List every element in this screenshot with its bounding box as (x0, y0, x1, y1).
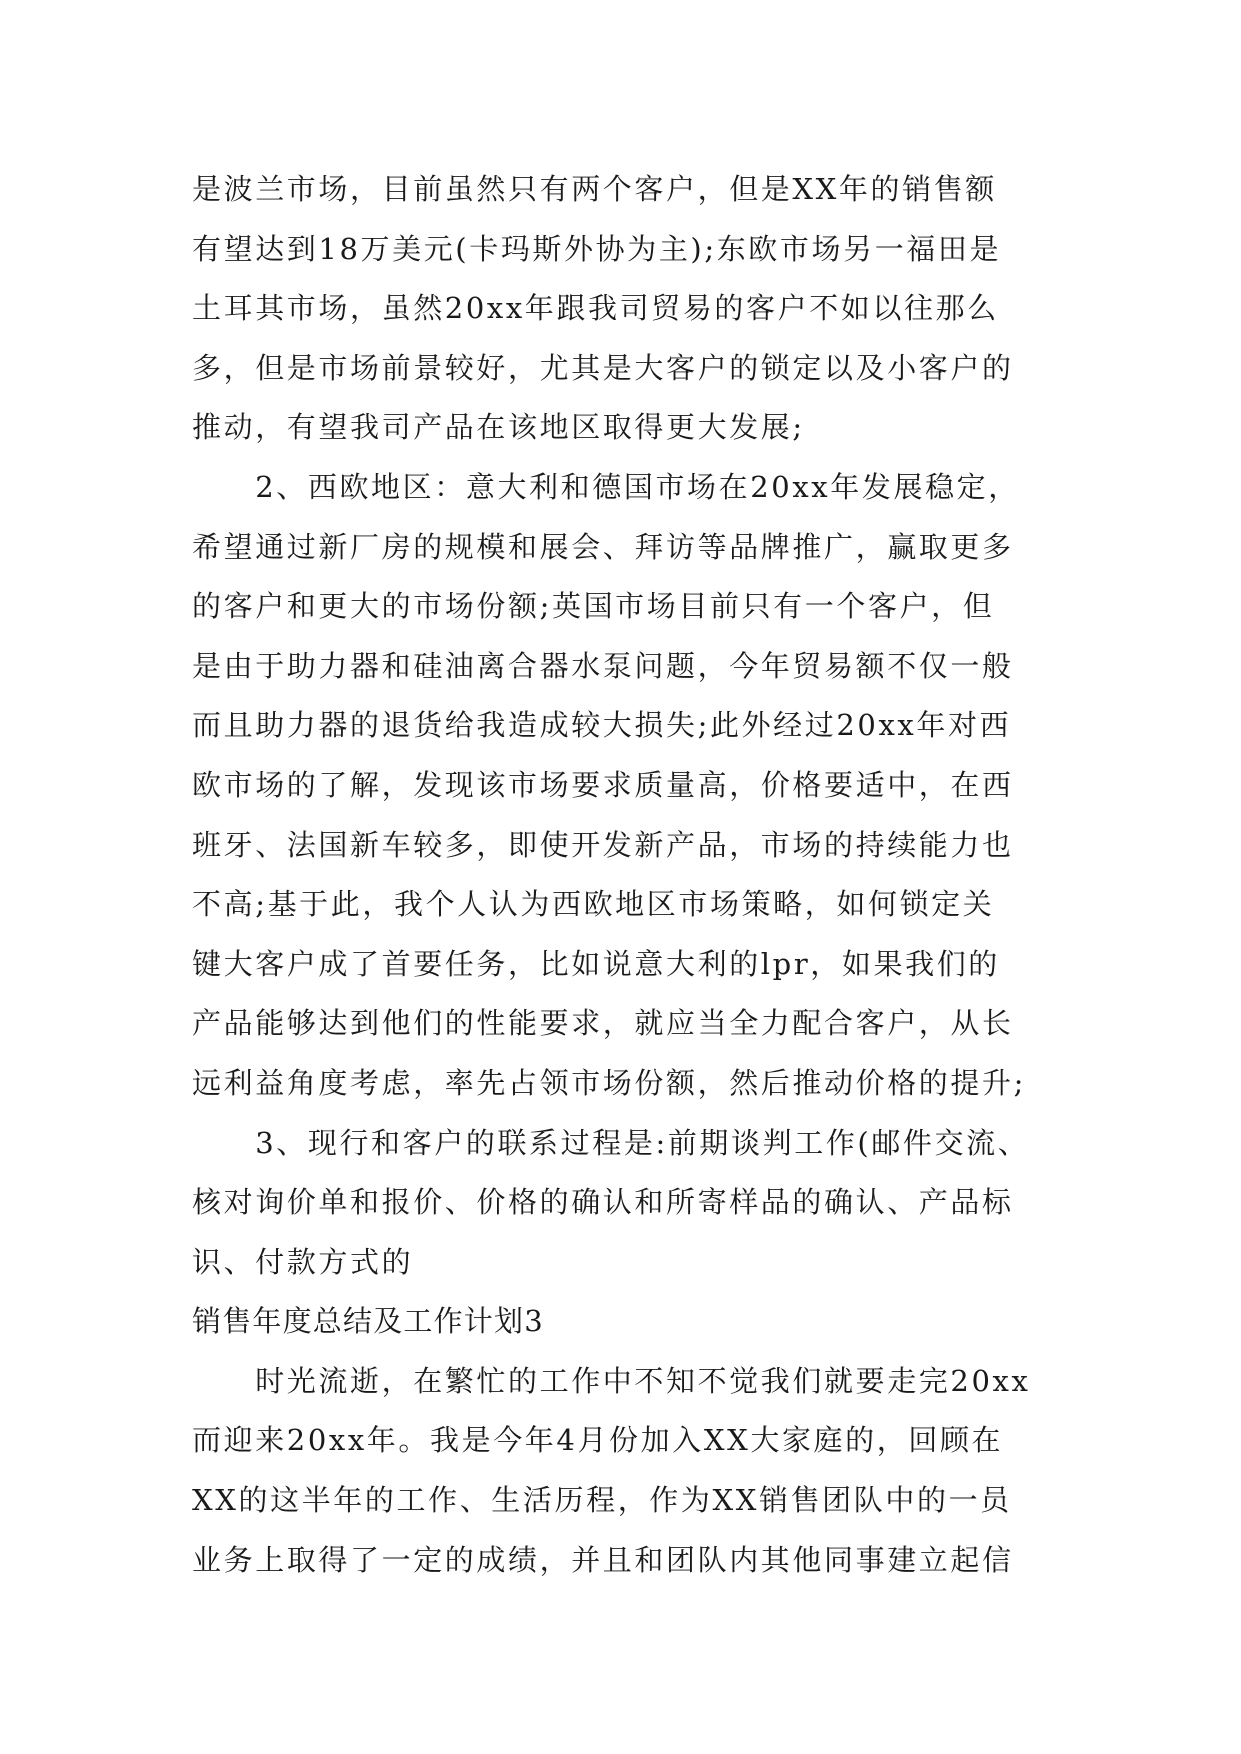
text-line: 希望通过新厂房的规模和展会、拜访等品牌推广，赢取更多 (192, 529, 1014, 564)
text-line: 多，但是市场前景较好，尤其是大客户的锁定以及小客户的 (192, 350, 1014, 385)
text-line: 远利益角度考虑，率先占领市场份额，然后推动价格的提升; (192, 1065, 1026, 1100)
document-body (192, 160, 1052, 1590)
text-line: 班牙、法国新车较多，即使开发新产品，市场的持续能力也 (192, 827, 1014, 862)
text-line: 2、西欧地区：意大利和德国市场在20xx年发展稳定， (192, 469, 1020, 504)
text-line: 的客户和更大的市场份额;英国市场目前只有一个客户，但 (192, 589, 995, 624)
text-line: 推动，有望我司产品在该地区取得更大发展; (192, 410, 805, 445)
text-line: 是波兰市场，目前虽然只有两个客户，但是XX年的销售额 (192, 172, 997, 206)
text-line: 业务上取得了一定的成绩，并且和团队内其他同事建立起信 (192, 1542, 1014, 1577)
text-line: 欧市场的了解，发现该市场要求质量高，价格要适中，在西 (192, 767, 1014, 802)
text-line: 有望达到18万美元(卡玛斯外协为主);东欧市场另一福田是 (192, 231, 1002, 266)
text-line: XX的这半年的工作、生活历程，作为XX销售团队中的一员 (192, 1483, 1012, 1518)
text-line: 不高;基于此，我个人认为西欧地区市场策略，如何锁定关 (192, 887, 995, 922)
text-line: 时光流逝，在繁忙的工作中不知不觉我们就要走完20xx (192, 1363, 1031, 1398)
text-line: 3、现行和客户的联系过程是:前期谈判工作(邮件交流、 (192, 1125, 1030, 1160)
text-line: 是由于助力器和硅油离合器水泵问题，今年贸易额不仅一般 (192, 648, 1014, 683)
section-heading: 销售年度总结及工作计划3 (192, 1304, 544, 1339)
text-line: 而迎来20xx年。我是今年4月份加入XX大家庭的，回顾在 (192, 1423, 1004, 1458)
text-line: 键大客户成了首要任务，比如说意大利的lpr，如果我们的 (192, 946, 1000, 981)
text-line: 产品能够达到他们的性能要求，就应当全力配合客户，从长 (192, 1006, 1014, 1041)
text-line: 而且助力器的退货给我造成较大损失;此外经过20xx年对西 (192, 708, 1012, 743)
text-line: 土耳其市场，虽然20xx年跟我司贸易的客户不如以往那么 (192, 291, 999, 326)
text-line: 核对询价单和报价、价格的确认和所寄样品的确认、产品标 (192, 1185, 1014, 1220)
text-line: 识、付款方式的 (192, 1244, 414, 1279)
